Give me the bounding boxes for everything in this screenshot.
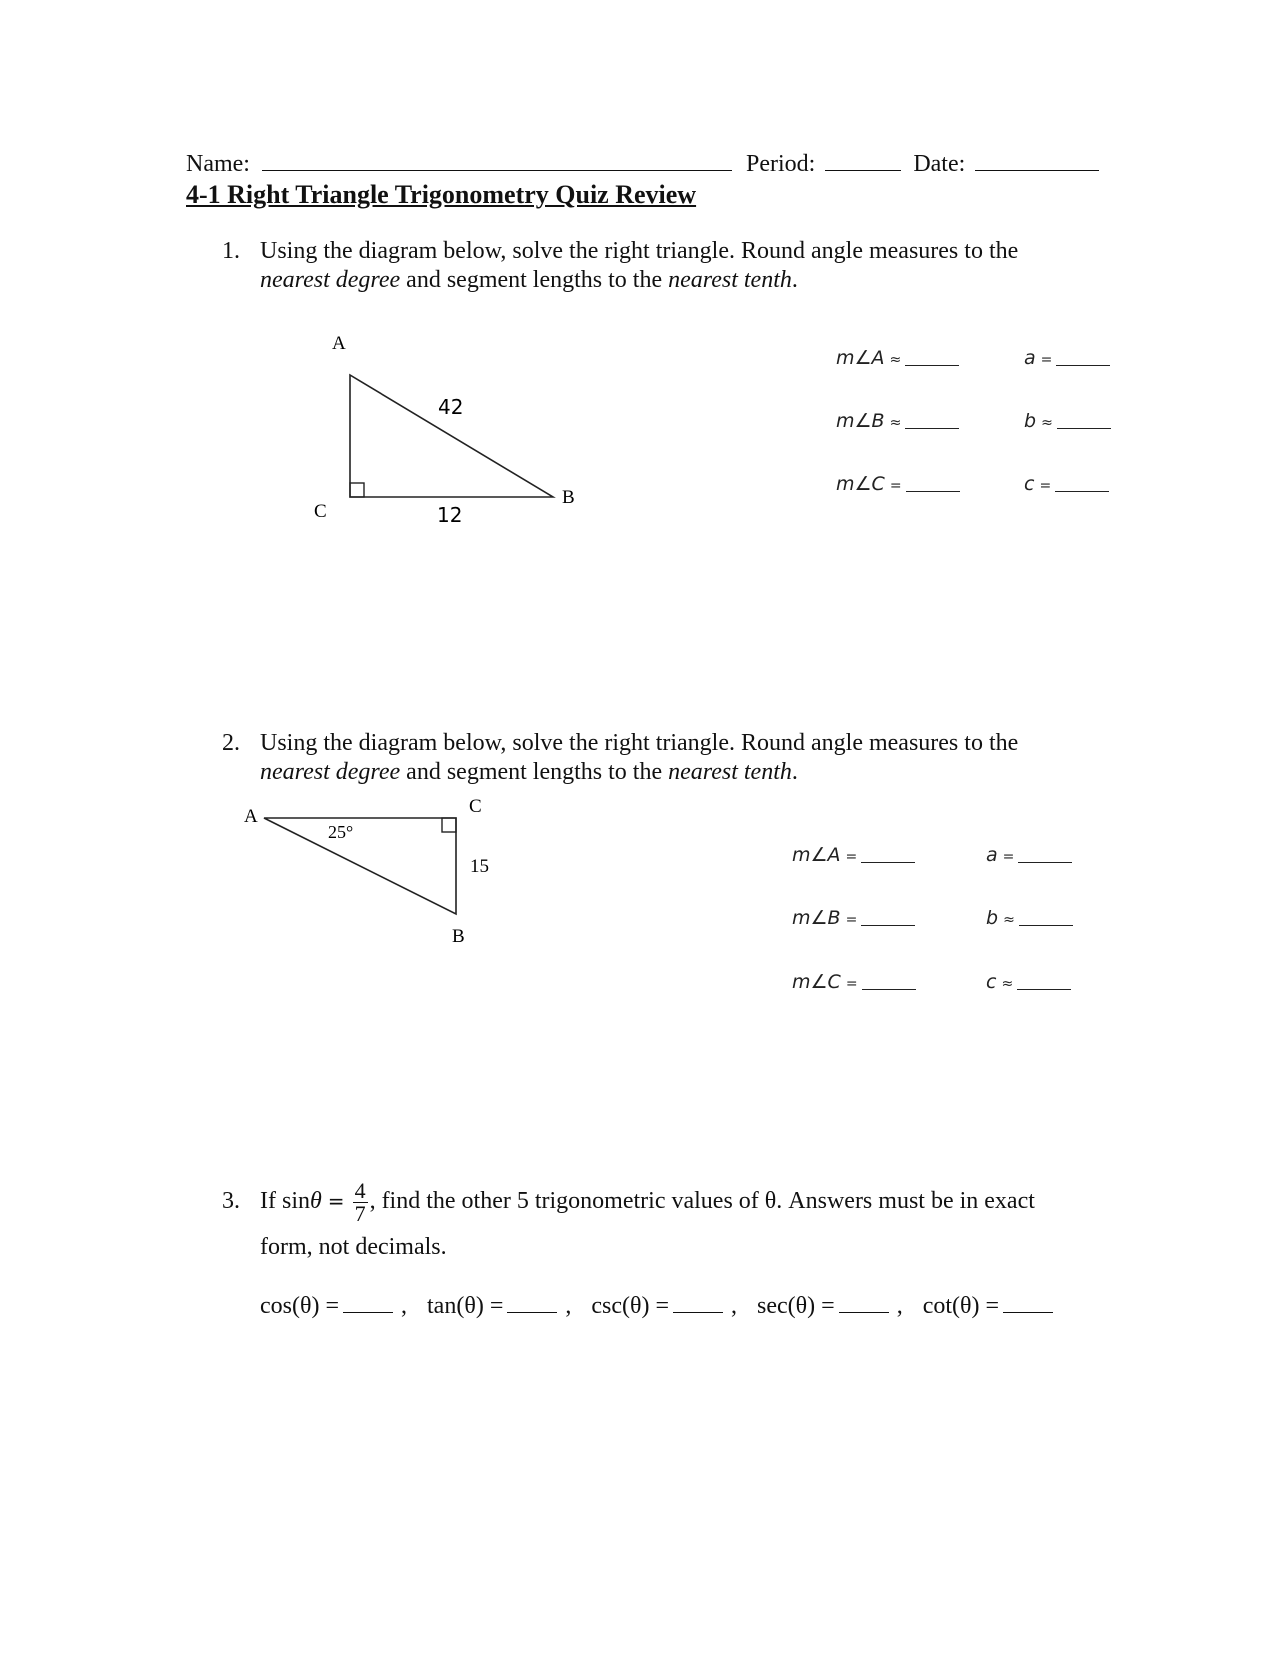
q2-answer-a[interactable] [986,844,1072,866]
q2-italic-tenth: nearest tenth [668,759,792,785]
q3-sec-sep: , [896,1293,903,1319]
period-label: Period: [745,151,816,177]
q2-op-mA: = [845,849,858,865]
q3-fraction [353,1177,368,1226]
q3-equals: = [327,1189,345,1213]
q1-op-b: ≈ [1041,415,1053,431]
q1-answer-b[interactable] [1024,410,1111,432]
q1-line2 [260,267,798,294]
q3-frac-num: 4 [354,1177,366,1203]
q2-italic-degree: nearest degree [260,759,401,785]
q1-blank-mB[interactable] [905,427,959,429]
q1-answer-a[interactable] [1024,347,1110,369]
q1-op-a: = [1040,352,1053,368]
q2-triangle [264,818,456,914]
name-label: Name: [186,151,250,177]
q2-blank-mC[interactable] [862,988,916,990]
q1-answer-c[interactable] [1024,473,1109,495]
q2-answer-mB[interactable] [792,907,915,929]
q2-vertex-b: B [452,926,465,947]
q2-line2 [260,759,798,786]
q1-line1: Using the diagram below, solve the right triangle. Round angle measures to the [260,238,1019,264]
q3-cos-blank[interactable] [343,1290,393,1313]
q1-end: . [791,267,798,293]
q1-blank-mA[interactable] [905,364,959,366]
q3-cos-sep: , [401,1293,408,1319]
q2-blank-mB[interactable] [861,924,915,926]
q1-var-mA: m∠A [836,347,885,369]
q2-op-mB: = [845,912,858,928]
q1-answer-mC[interactable] [836,473,960,495]
q1-italic-tenth: nearest tenth [668,267,792,293]
q2-vertex-c: C [469,796,482,817]
q1-var-mC: m∠C [836,473,885,495]
q3-cot-label: cot(θ) = [922,1293,1000,1319]
period-blank[interactable] [825,148,901,171]
q1-blank-b[interactable] [1057,427,1111,429]
q1-answer-mA[interactable] [836,347,959,369]
q2-right-angle-mark [442,818,456,832]
q1-leg-label: 12 [437,503,463,527]
q2-blank-b[interactable] [1019,924,1073,926]
q1-op-mB: ≈ [889,415,902,431]
q1-var-c: c [1024,473,1035,495]
q2-op-c: ≈ [1001,976,1014,992]
q1-blank-a[interactable] [1056,364,1110,366]
q2-vertex-a: A [244,806,258,827]
q2-var-mB: m∠B [792,907,841,929]
q3-cot-blank[interactable] [1003,1290,1053,1313]
q3-sec-label: sec(θ) = [757,1293,835,1319]
q2-blank-c[interactable] [1017,988,1071,990]
q2-op-mC: = [845,976,858,992]
q2-var-b: b [986,907,999,929]
q1-var-mB: m∠B [836,410,885,432]
q2-var-c: c [986,971,997,993]
q2-op-b: ≈ [1003,912,1015,928]
q3-csc-blank[interactable] [673,1290,723,1313]
q3-theta: θ [310,1188,322,1214]
q2-mid: and segment lengths to the [400,759,669,785]
q1-italic-degree: nearest degree [260,267,401,293]
q1-op-mC: = [889,478,902,494]
q2-answer-mC[interactable] [792,971,916,993]
q3-tan-blank[interactable] [507,1290,557,1313]
q2-blank-mA[interactable] [861,861,915,863]
date-label: Date: [913,151,966,177]
q1-triangle [350,375,553,497]
q2-number: 2. [222,730,240,756]
q1-hyp-label: 42 [438,395,464,419]
q2-op-a: = [1002,849,1015,865]
q3-functions-row [260,1290,1053,1320]
q2-var-mA: m∠A [792,844,841,866]
q2-answer-c[interactable] [986,971,1071,993]
q2-line1: Using the diagram below, solve the right triangle. Round angle measures to the [260,730,1019,756]
q1-op-c: = [1039,478,1052,494]
q1-vertex-b: B [562,487,575,508]
q1-answer-mB[interactable] [836,410,959,432]
q3-frac-den: 7 [354,1200,366,1226]
name-blank[interactable] [262,148,732,171]
q2-leg-label: 15 [470,856,489,877]
q3-if-sin: If sin [260,1188,310,1214]
q2-angle-label: 25° [328,822,354,842]
q3-line2: form, not decimals. [260,1234,447,1260]
q2-blank-a[interactable] [1018,861,1072,863]
page-title: 4-1 Right Triangle Trigonometry Quiz Review [186,180,697,209]
q3-number: 3. [222,1188,240,1214]
q1-vertex-a: A [332,333,346,354]
q1-mid: and segment lengths to the [400,267,669,293]
q2-answer-mA[interactable] [792,844,915,866]
q2-var-a: a [986,844,998,866]
q1-var-b: b [1024,410,1037,432]
q3-csc-label: csc(θ) = [591,1293,670,1319]
q3-tan-sep: , [565,1293,572,1319]
q2-answer-b[interactable] [986,907,1073,929]
q1-op-mA: ≈ [889,352,902,368]
q1-number: 1. [222,238,240,264]
q2-triangle-diagram [236,792,496,952]
q3-csc-sep: , [731,1293,738,1319]
q2-var-mC: m∠C [792,971,841,993]
q3-cos-label: cos(θ) = [260,1293,340,1319]
q3-line1 [260,1168,1035,1234]
q1-blank-mC[interactable] [906,490,960,492]
q3-rest-line1: , find the other 5 trigonometric values of θ. Answers must be in exact [369,1188,1035,1214]
q1-right-angle-mark [350,483,364,497]
q2-end: . [791,759,798,785]
q3-tan-label: tan(θ) = [427,1293,504,1319]
q1-vertex-c: C [314,501,327,522]
q3-sec-blank[interactable] [839,1290,889,1313]
q1-blank-c[interactable] [1055,490,1109,492]
header-row [186,148,1099,178]
q1-var-a: a [1024,347,1036,369]
date-blank[interactable] [975,148,1099,171]
q1-triangle-diagram [300,325,600,535]
